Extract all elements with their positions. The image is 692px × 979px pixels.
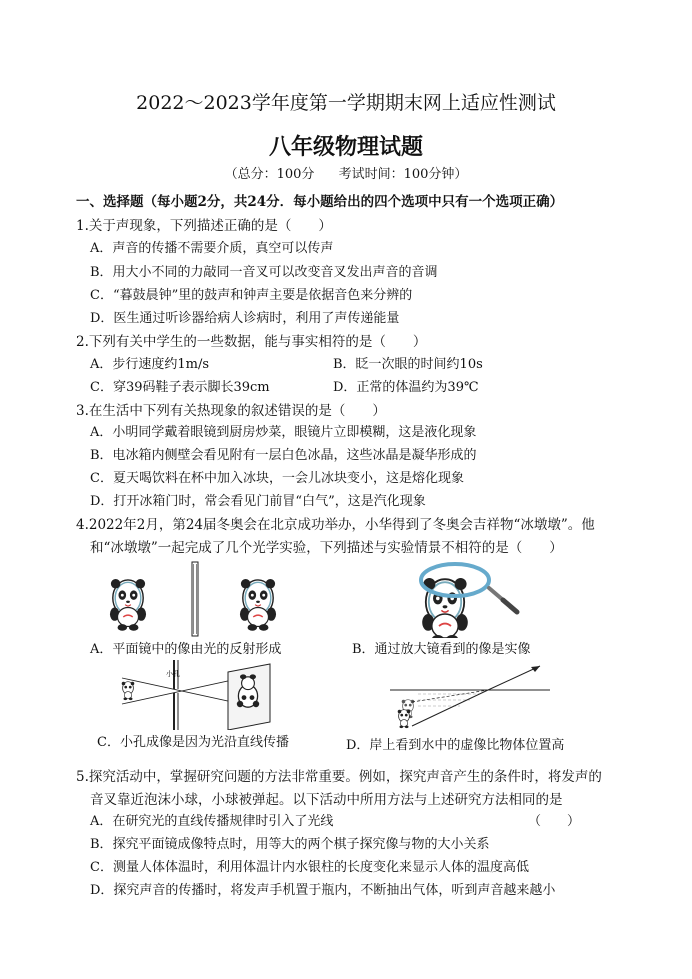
figure-magnifier	[405, 558, 525, 638]
panda-object-icon	[110, 579, 146, 631]
q5-option-c: C．测量人体体温时，利用体温计内水银柱的长度变化来显示人体的温度高低	[90, 860, 529, 875]
total-score: （总分：100分	[224, 167, 315, 182]
exam-subtitle: 八年级物理试题	[268, 134, 423, 160]
q3-option-d: D．打开冰箱门时，常会看见门前冒“白气”，这是汽化现象	[90, 494, 426, 509]
question-1-stem: 1.关于声现象，下列描述正确的是（ ）	[76, 218, 332, 234]
q5-option-b: B．探究平面镜成像特点时，用等大的两个棋子探究像与物的大小关系	[90, 837, 490, 852]
q4-option-d: D．岸上看到水中的虚像比物体位置高	[346, 738, 565, 753]
q4-option-c: C．小孔成像是因为光沿直线传播	[97, 735, 289, 750]
q3-option-c: C．夏天喝饮料在杯中加入冰块，一会儿冰块变小，这是熔化现象	[90, 471, 464, 486]
question-2-stem: 2.下列有关中学生的一些数据，能与事实相符的是（ ）	[76, 334, 427, 350]
question-3-stem: 3.在生活中下列有关热现象的叙述错误的是（ ）	[76, 403, 386, 419]
q1-option-b: B．用大小不同的力敲同一音叉可以改变音叉发出声音的音调	[90, 265, 438, 280]
q5-option-a: A．在研究光的直线传播规律时引入了光线	[90, 814, 334, 829]
exam-meta	[0, 163, 692, 182]
question-5-stem-line2: 音叉靠近泡沫小球，小球被弹起。以下活动中所用方法与上述研究方法相同的是	[90, 792, 563, 808]
q2-option-c: C．穿39码鞋子表示脚长39cm	[90, 380, 270, 395]
q2-option-a: A．步行速度约1m/s	[90, 357, 210, 372]
q1-option-d: D．医生通过听诊器给病人诊病时，利用了声传递能量	[90, 311, 400, 326]
exam-time: 考试时间：100分钟）	[338, 167, 468, 182]
question-4-stem-line1: 4.2022年2月，第24届冬奥会在北京成功举办，小华得到了冬奥会吉祥物“冰墩墩”。他	[76, 517, 595, 533]
q3-option-a: A．小明同学戴着眼镜到厨房炒菜，眼镜片立即模糊，这是液化现象	[90, 425, 477, 440]
panda-image-icon	[240, 579, 276, 631]
mirror-icon	[192, 562, 198, 636]
figure-refraction	[390, 664, 550, 734]
q4-option-a: A．平面镜中的像由光的反射形成	[90, 642, 282, 657]
exam-title: 2022～2023学年度第一学期期末网上适应性测试	[136, 92, 556, 114]
question-5-stem-line1: 5.探究活动中，掌握研究问题的方法非常重要。例如，探究声音产生的条件时，将发声的	[76, 769, 602, 785]
pinhole-label: 小孔	[166, 670, 180, 678]
panda-underwater-icon	[398, 710, 411, 728]
q4-option-b: B．通过放大镜看到的像是实像	[352, 642, 531, 657]
q3-option-b: B．电冰箱内侧壁会看见附有一层白色冰晶，这些冰晶是凝华形成的	[90, 448, 477, 463]
q2-option-d: D．正常的体温约为39℃	[333, 380, 479, 395]
q2-option-b: B．眨一次眼的时间约10s	[333, 357, 483, 372]
q5-answer-bracket: （ ）	[528, 814, 581, 829]
q1-option-c: C．“暮鼓晨钟”里的鼓声和钟声主要是依据音色来分辨的	[90, 288, 413, 303]
figure-plane-mirror	[95, 560, 295, 640]
section-heading: 一、选择题（每小题2分，共24分．每小题给出的四个选项中只有一个选项正确）	[76, 194, 564, 210]
q5-option-d: D．探究声音的传播时，将发声手机置于瓶内，不断抽出气体，听到声音越来越小	[90, 883, 556, 898]
panda-small-icon	[122, 682, 135, 700]
q1-option-a: A．声音的传播不需要介质，真空可以传声	[90, 241, 334, 256]
question-4-stem-line2: 和“冰墩墩”一起完成了几个光学实验，下列描述与实验情景不相符的是（ ）	[90, 540, 563, 556]
figure-pinhole	[110, 660, 280, 730]
panda-magnified-icon	[422, 578, 468, 638]
